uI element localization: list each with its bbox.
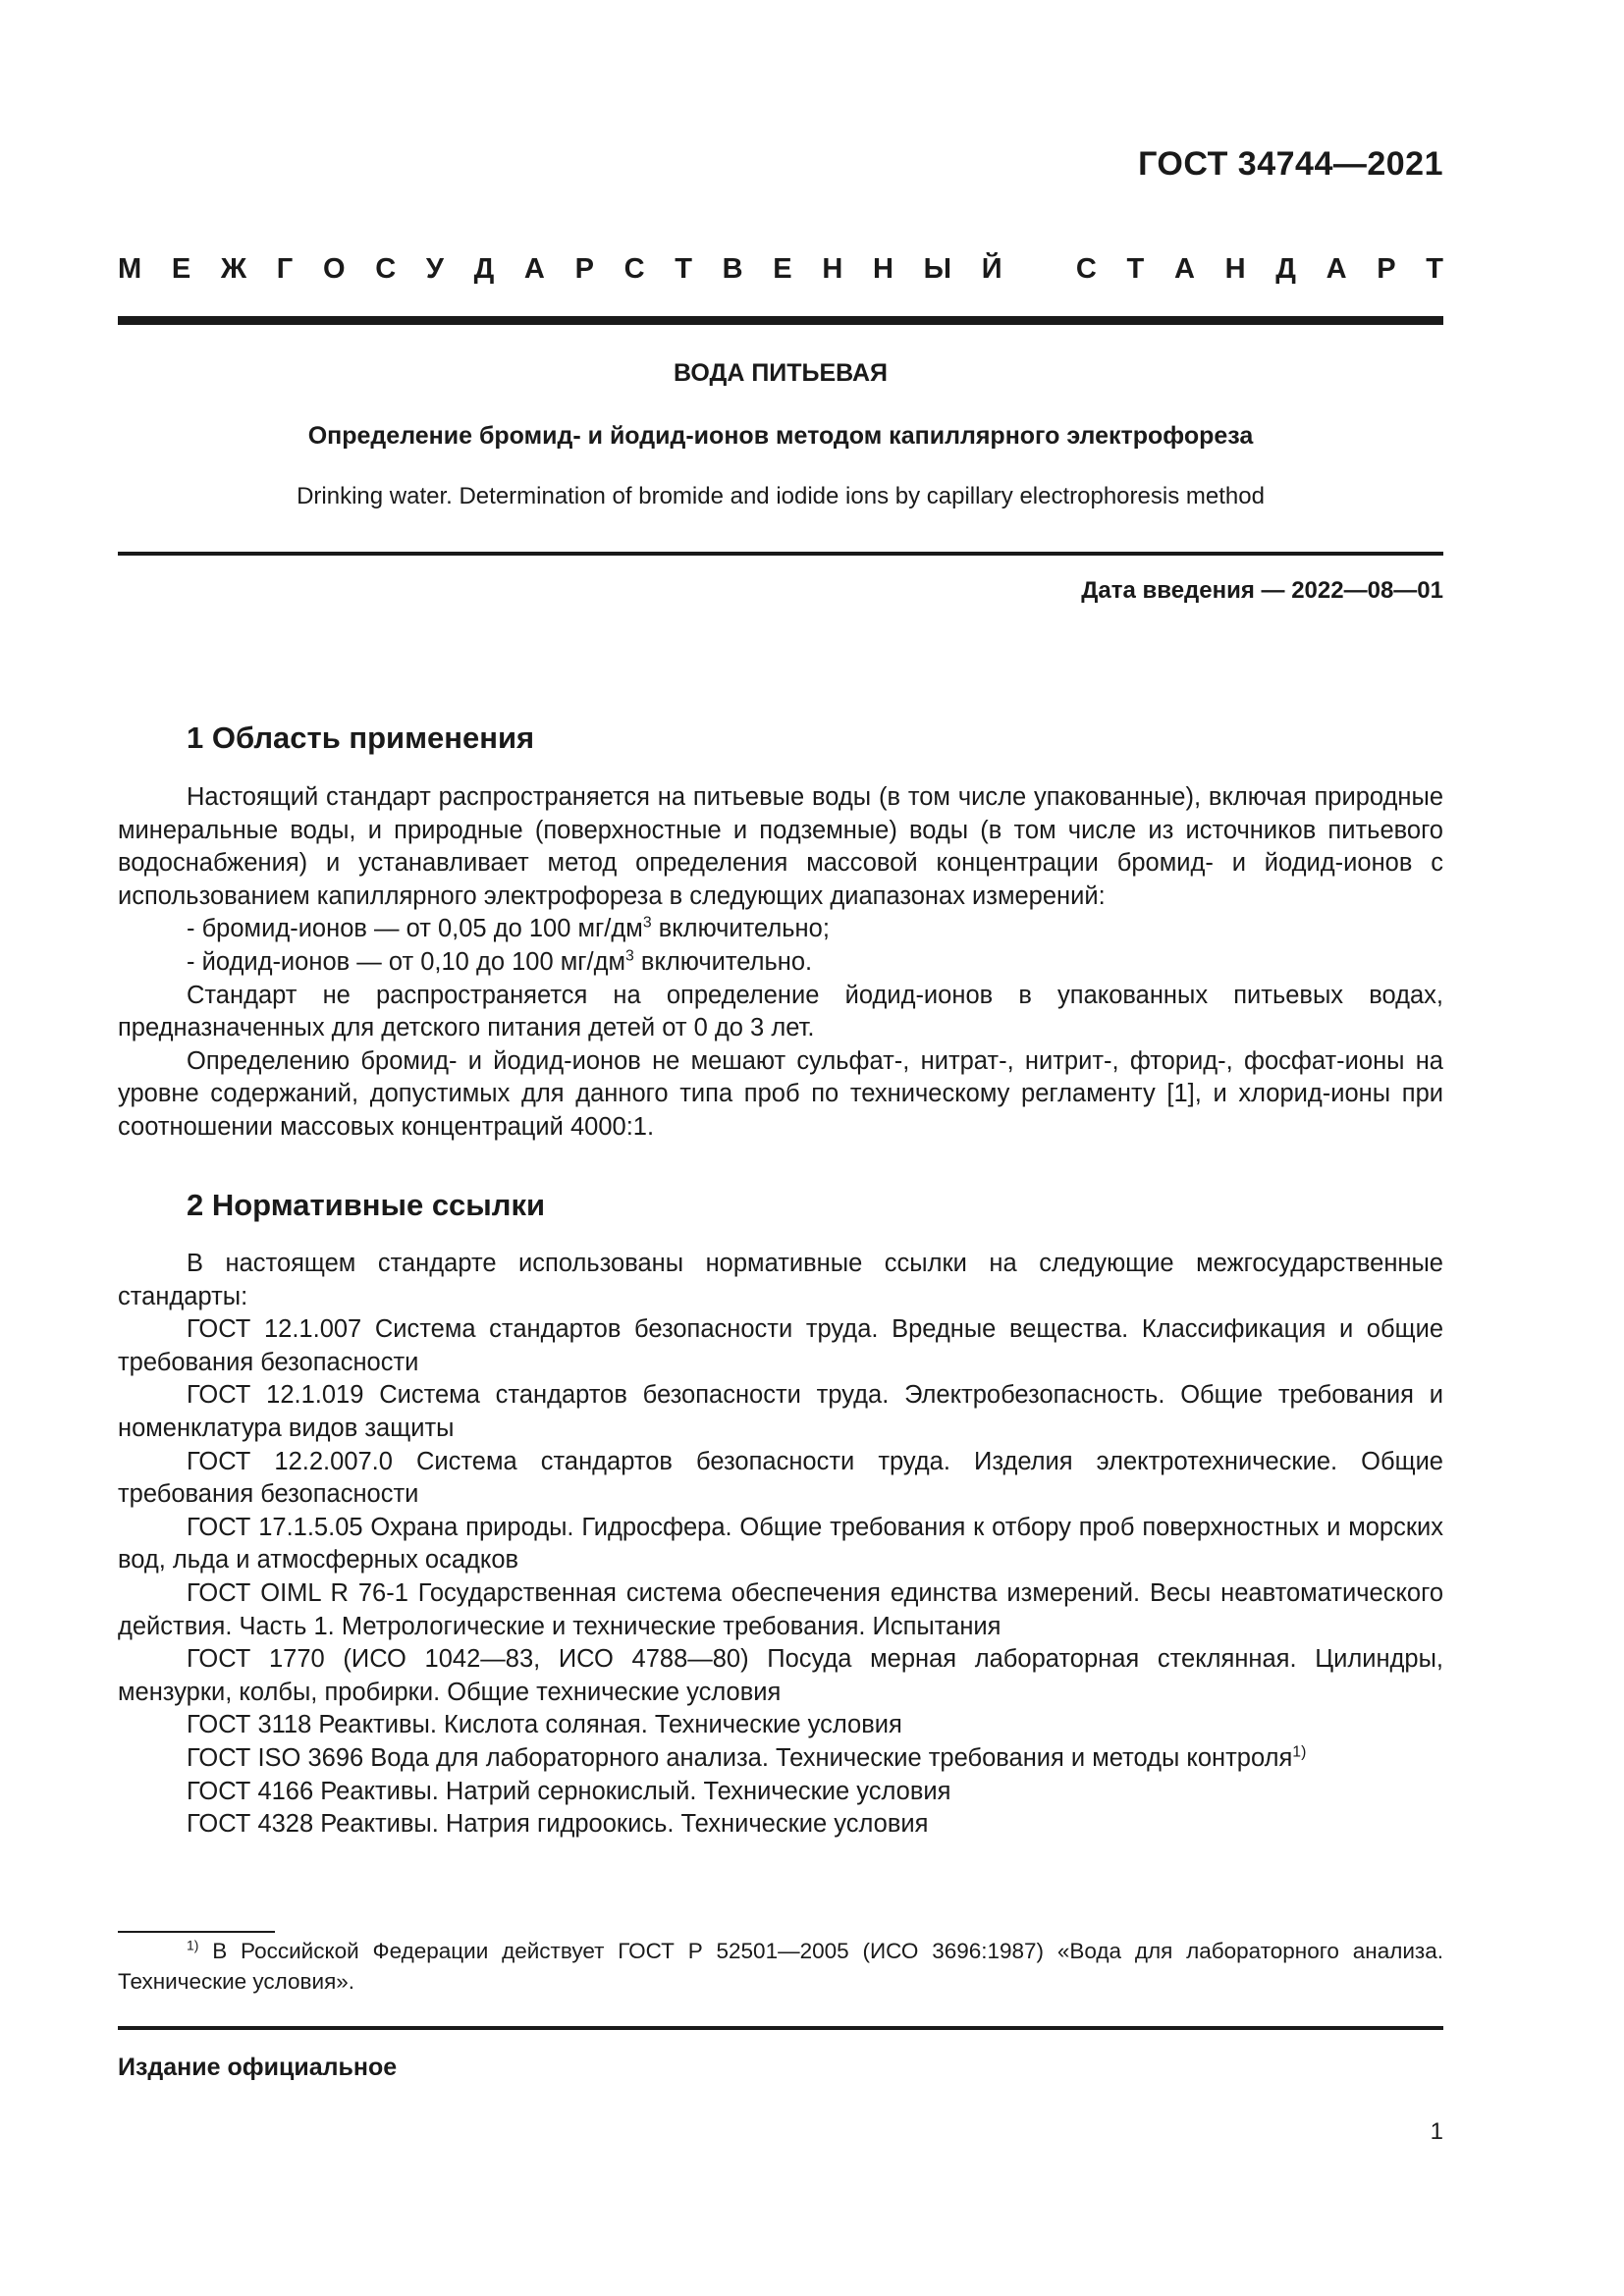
normative-reference: ГОСТ 4166 Реактивы. Натрий сернокислый. Технические условия xyxy=(187,1777,951,1805)
banner-letter: О xyxy=(322,253,346,285)
page-number: 1 xyxy=(1430,2118,1443,2145)
banner-letter: Р xyxy=(1377,253,1396,285)
banner-letter: Н xyxy=(1224,253,1246,285)
section-1-body xyxy=(118,781,1443,1145)
normative-reference: ГОСТ 12.1.019 Система стандартов безопасности труда. Электробезопасность. Общие требования и номенклатура видов защиты xyxy=(118,1381,1443,1442)
normative-reference: ГОСТ 12.2.007.0 Система стандартов безопасности труда. Изделия электротехнические. Общие требования безопасности xyxy=(118,1447,1443,1509)
footnote-marker: 1) xyxy=(187,1937,199,1953)
list-item-tail: включительно; xyxy=(651,915,830,943)
banner-letter: Ж xyxy=(220,253,247,285)
document-title: ВОДА ПИТЬЕВАЯ xyxy=(673,359,889,387)
banner-letter: А xyxy=(1173,253,1195,285)
section-2-body xyxy=(118,1248,1443,1842)
header-rule xyxy=(118,316,1443,325)
banner-letter: С xyxy=(623,253,645,285)
normative-reference: ГОСТ OIML R 76-1 Государственная система обеспечения единства измерений. Весы неавтоматического действия. Часть 1. Метрологические и технические требования. Испытания xyxy=(118,1578,1443,1640)
banner-letter: В xyxy=(722,253,743,285)
paragraph: Настоящий стандарт распространяется на питьевые воды (в том числе упакованные), включая природные минеральные воды, и природные (поверхностные и подземные) воды (в том числе из источников питьевого водоснабжения) и устанавливает метод определения массовой концентрации бромид- и йодид-ионов с использованием капиллярного электрофореза в следующих диапазонах измерений: xyxy=(118,783,1443,910)
reference-text: ГОСТ ISO 3696 Вода для лабораторного анализа. Технические требования и методы контроля xyxy=(187,1743,1293,1772)
paragraph: Определению бромид- и йодид-ионов не мешают сульфат-, нитрат-, нитрит-, фторид-, фосфат-ионы на уровне содержаний, допустимых для данного типа проб по техническому регламенту [1], и хлорид-ионы при соотношении массовых концентраций 4000:1. xyxy=(118,1046,1443,1141)
normative-reference: ГОСТ 12.1.007 Система стандартов безопасности труда. Вредные вещества. Классификация и общие требования безопасности xyxy=(118,1315,1443,1376)
banner-letter: С xyxy=(375,253,397,285)
footer-rule xyxy=(118,2026,1443,2030)
footnote xyxy=(118,1936,1443,1997)
edition-label: Издание официальное xyxy=(118,2054,398,2081)
normative-reference: ГОСТ 1770 (ИСО 1042—83, ИСО 4788—80) Посуда мерная лабораторная стеклянная. Цилиндры, мензурки, колбы, пробирки. Общие технические условия xyxy=(118,1645,1443,1706)
section-1-heading: 1 Область применения xyxy=(187,721,535,755)
interstate-standard-banner xyxy=(118,253,1443,286)
superscript: 3 xyxy=(625,947,634,965)
document-number: ГОСТ 34744—2021 xyxy=(1138,145,1443,183)
banner-letter: М xyxy=(118,253,142,285)
banner-letter: С xyxy=(1075,253,1097,285)
paragraph: Стандарт не распространяется на определение йодид-ионов в упакованных питьевых водах, предназначенных для детского питания детей от 0 до 3 лет. xyxy=(118,981,1443,1042)
normative-reference: ГОСТ 4328 Реактивы. Натрия гидроокись. Технические условия xyxy=(187,1810,929,1839)
normative-reference xyxy=(118,1742,1443,1776)
banner-letter: Й xyxy=(981,253,1002,285)
banner-letter: Ы xyxy=(923,253,951,285)
banner-letter: Е xyxy=(171,253,191,285)
banner-letter: А xyxy=(523,253,545,285)
banner-letter: Д xyxy=(473,253,495,285)
document-title-english: Drinking water. Determination of bromide and iodide ions by capillary electrophoresis method xyxy=(297,483,1265,509)
banner-letter: Т xyxy=(675,253,692,285)
document-subtitle: Определение бромид- и йодид-ионов методом капиллярного электрофореза xyxy=(307,422,1254,450)
banner-letter: Т xyxy=(1126,253,1145,285)
footnote-rule xyxy=(118,1931,275,1933)
banner-letter: Г xyxy=(276,253,294,285)
paragraph: В настоящем стандарте использованы нормативные ссылки на следующие межгосударственные стандарты: xyxy=(118,1250,1443,1310)
superscript: 3 xyxy=(642,914,652,932)
list-item xyxy=(118,913,1443,946)
introduction-date: Дата введения — 2022—08—01 xyxy=(1081,577,1443,604)
list-item-text: - бромид-ионов — от 0,05 до 100 мг/дм xyxy=(187,915,643,943)
list-item xyxy=(118,946,1443,980)
footnote-text: В Российской Федерации действует ГОСТ Р 52501—2005 (ИСО 3696:1987) «Вода для лабораторного анализа. Технические условия». xyxy=(118,1939,1443,1994)
list-item-tail: включительно. xyxy=(633,947,813,976)
banner-letter: Н xyxy=(822,253,843,285)
banner-letter: Е xyxy=(773,253,792,285)
banner-letter: Д xyxy=(1275,253,1296,285)
footnote-marker[interactable]: 1) xyxy=(1292,1743,1307,1761)
banner-gap xyxy=(1032,253,1046,286)
banner-letter: Р xyxy=(574,253,594,285)
list-item-text: - йодид-ионов — от 0,10 до 100 мг/дм xyxy=(187,947,626,976)
title-rule xyxy=(118,552,1443,556)
section-2-heading: 2 Нормативные ссылки xyxy=(187,1188,546,1222)
banner-letter: У xyxy=(425,253,444,285)
normative-reference: ГОСТ 17.1.5.05 Охрана природы. Гидросфера. Общие требования к отбору проб поверхностных и морских вод, льда и атмосферных осадков xyxy=(118,1513,1443,1575)
normative-reference: ГОСТ 3118 Реактивы. Кислота соляная. Технические условия xyxy=(187,1711,902,1739)
banner-letter: Т xyxy=(1426,253,1443,285)
banner-letter: Н xyxy=(872,253,893,285)
banner-letter: А xyxy=(1326,253,1347,285)
